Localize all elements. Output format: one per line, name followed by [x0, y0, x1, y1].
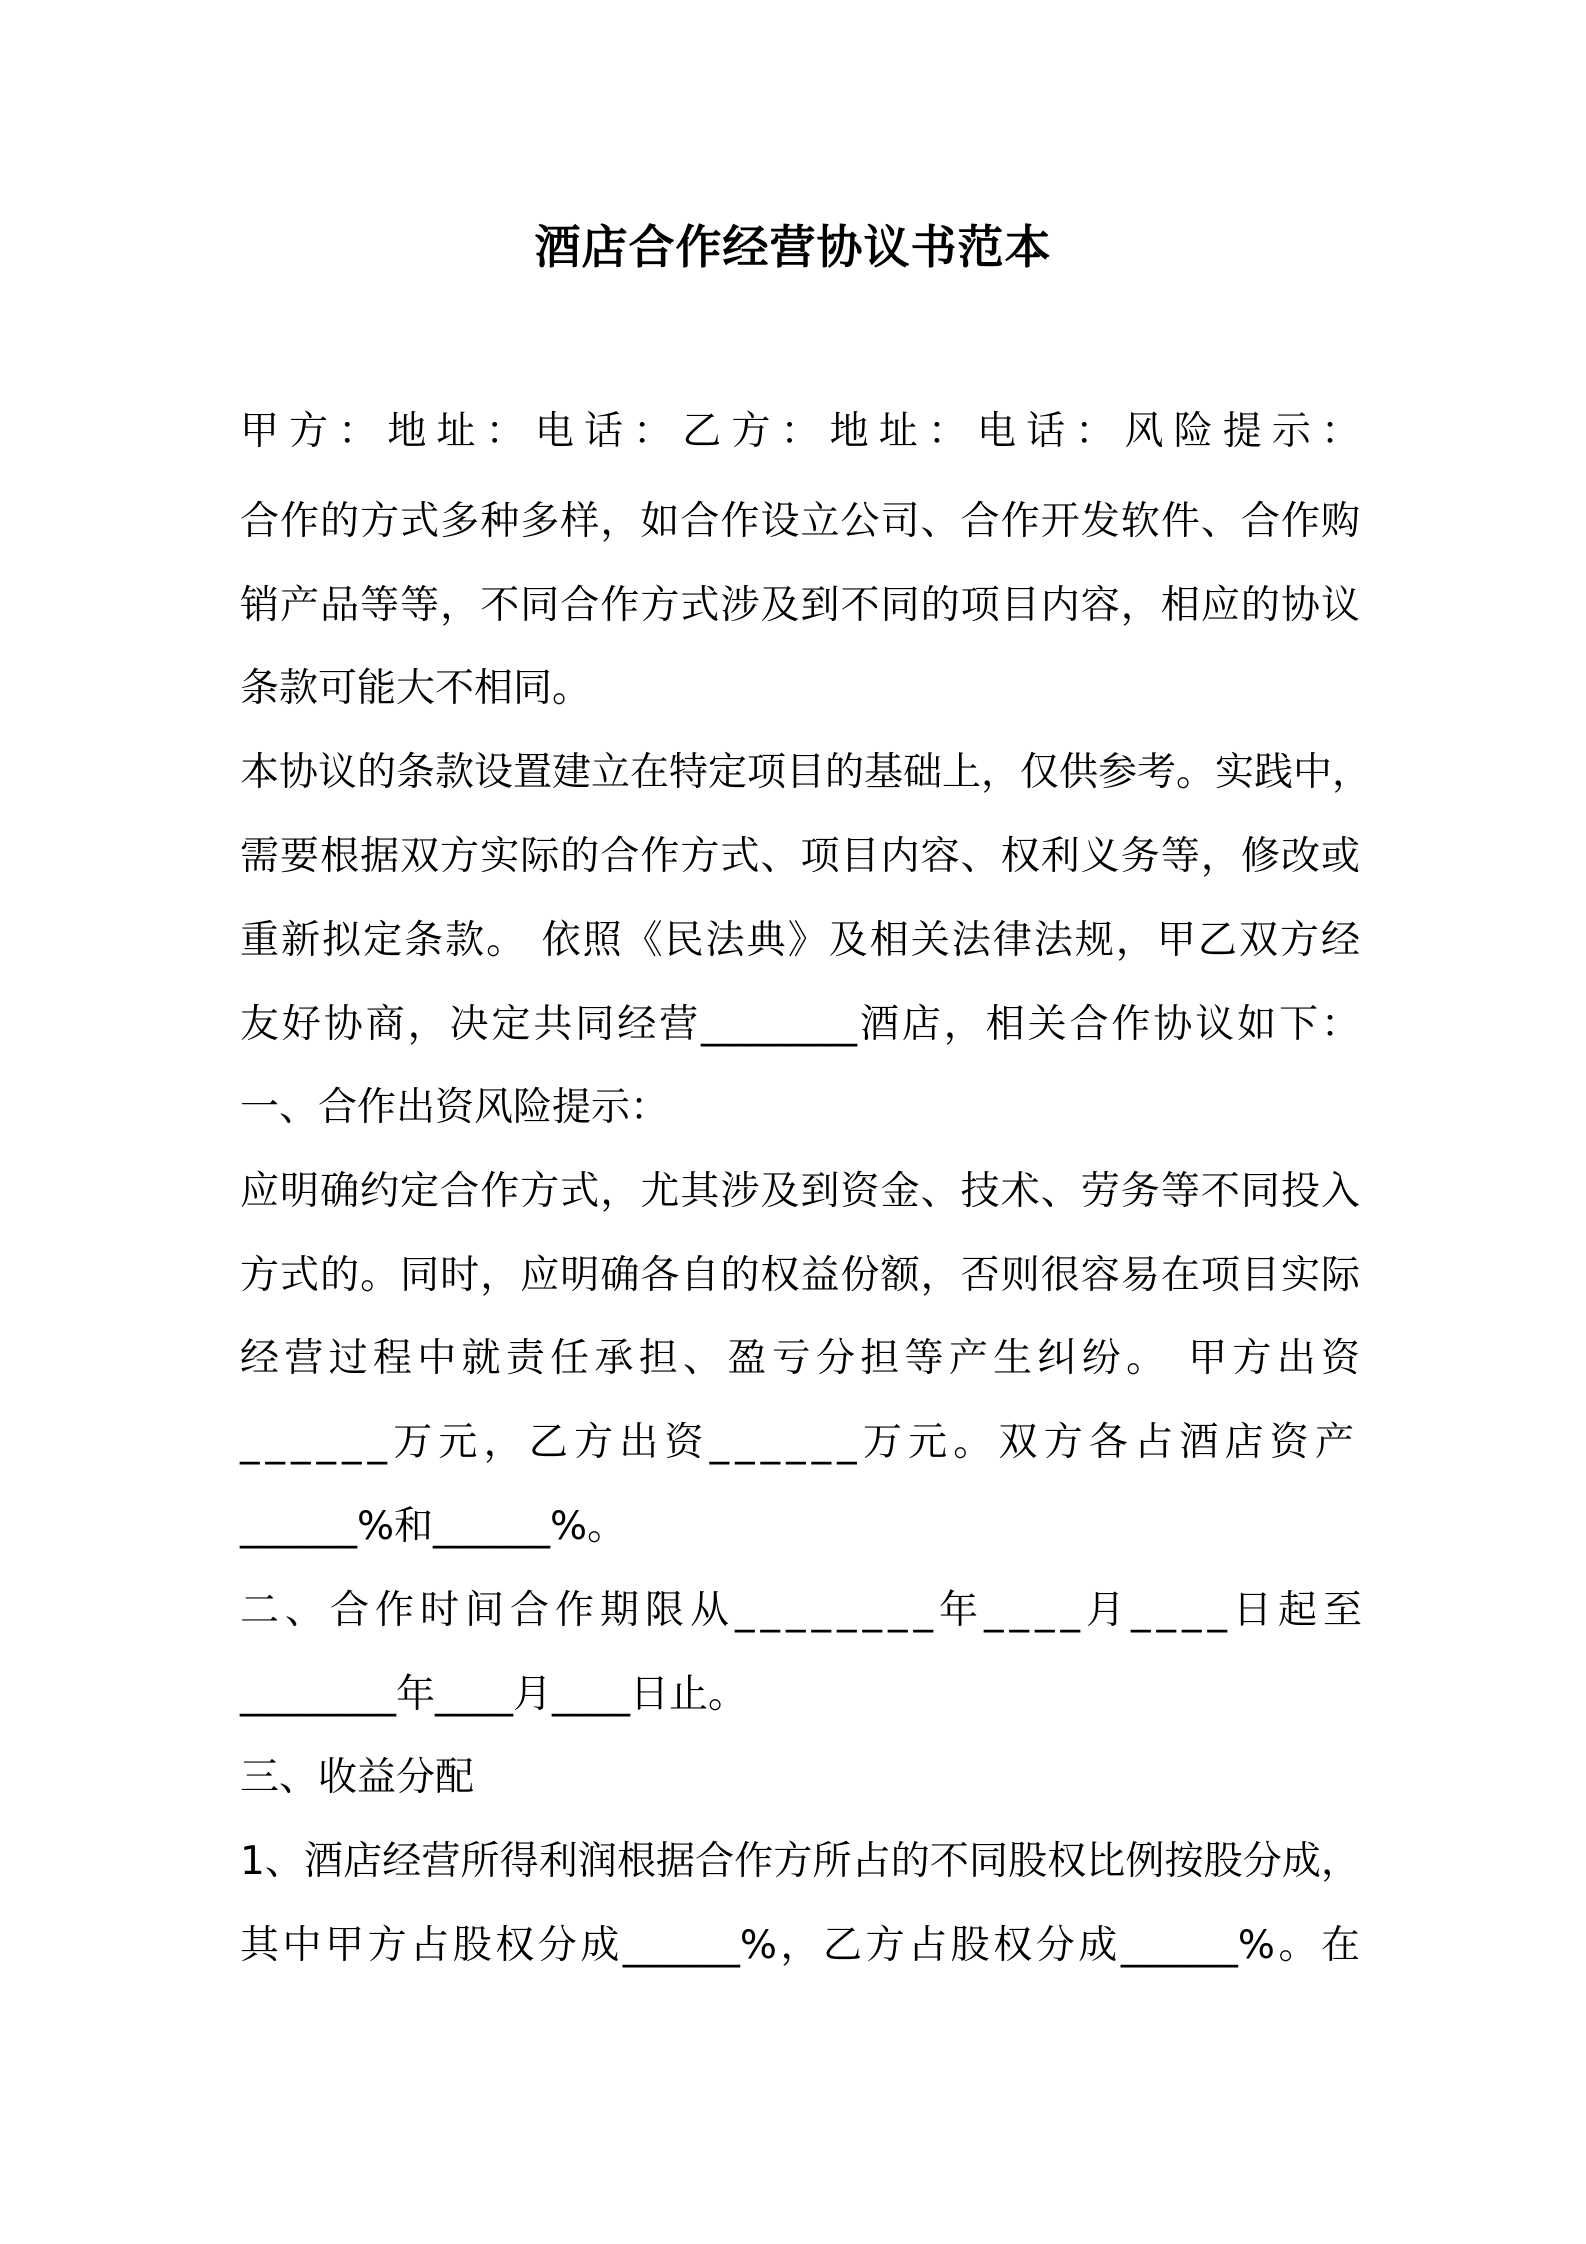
body-line: 需要根据双方实际的合作方式、项目内容、权利义务等，修改或 [240, 834, 1360, 879]
body-line: 应明确约定合作方式，尤其涉及到资金、技术、劳务等不同投入 [240, 1169, 1360, 1214]
body-line: 条款可能大不相同。 [240, 666, 592, 711]
parties-line: 甲方：地址：电话：乙方：地址：电话：风险提示： [240, 409, 1360, 454]
body-line: ______万元，乙方出资______万元。双方各占酒店资产 [240, 1420, 1360, 1465]
body-line: ______%和______%。 [240, 1504, 627, 1549]
section-heading: 三、收益分配 [240, 1755, 475, 1800]
section-heading: 一、合作出资风险提示： [240, 1085, 670, 1130]
body-line: 销产品等等，不同合作方式涉及到不同的项目内容，相应的协议 [240, 583, 1360, 628]
body-line: 合作的方式多种多样，如合作设立公司、合作开发软件、合作购 [240, 499, 1360, 544]
body-line: 其中甲方占股权分成______%，乙方占股权分成______%。在 [240, 1923, 1360, 1968]
body-line: ________年____月____日止。 [240, 1672, 748, 1717]
body-line: 经营过程中就责任承担、盈亏分担等产生纠纷。 甲方出资 [240, 1336, 1360, 1381]
body-line: 1、酒店经营所得利润根据合作方所占的不同股权比例按股分成， [240, 1839, 1360, 1884]
section-heading: 二、合作时间合作期限从________年____月____日起至 [240, 1588, 1369, 1633]
body-line: 方式的。同时，应明确各自的权益份额，否则很容易在项目实际 [240, 1253, 1360, 1298]
body-line: 本协议的条款设置建立在特定项目的基础上，仅供参考。实践中， [240, 750, 1372, 795]
body-line: 友好协商，决定共同经营________酒店，相关合作协议如下： [240, 1002, 1360, 1047]
document-title: 酒店合作经营协议书范本 [534, 220, 1052, 274]
body-line: 重新拟定条款。 依照《民法典》及相关法律法规，甲乙双方经 [240, 918, 1360, 963]
